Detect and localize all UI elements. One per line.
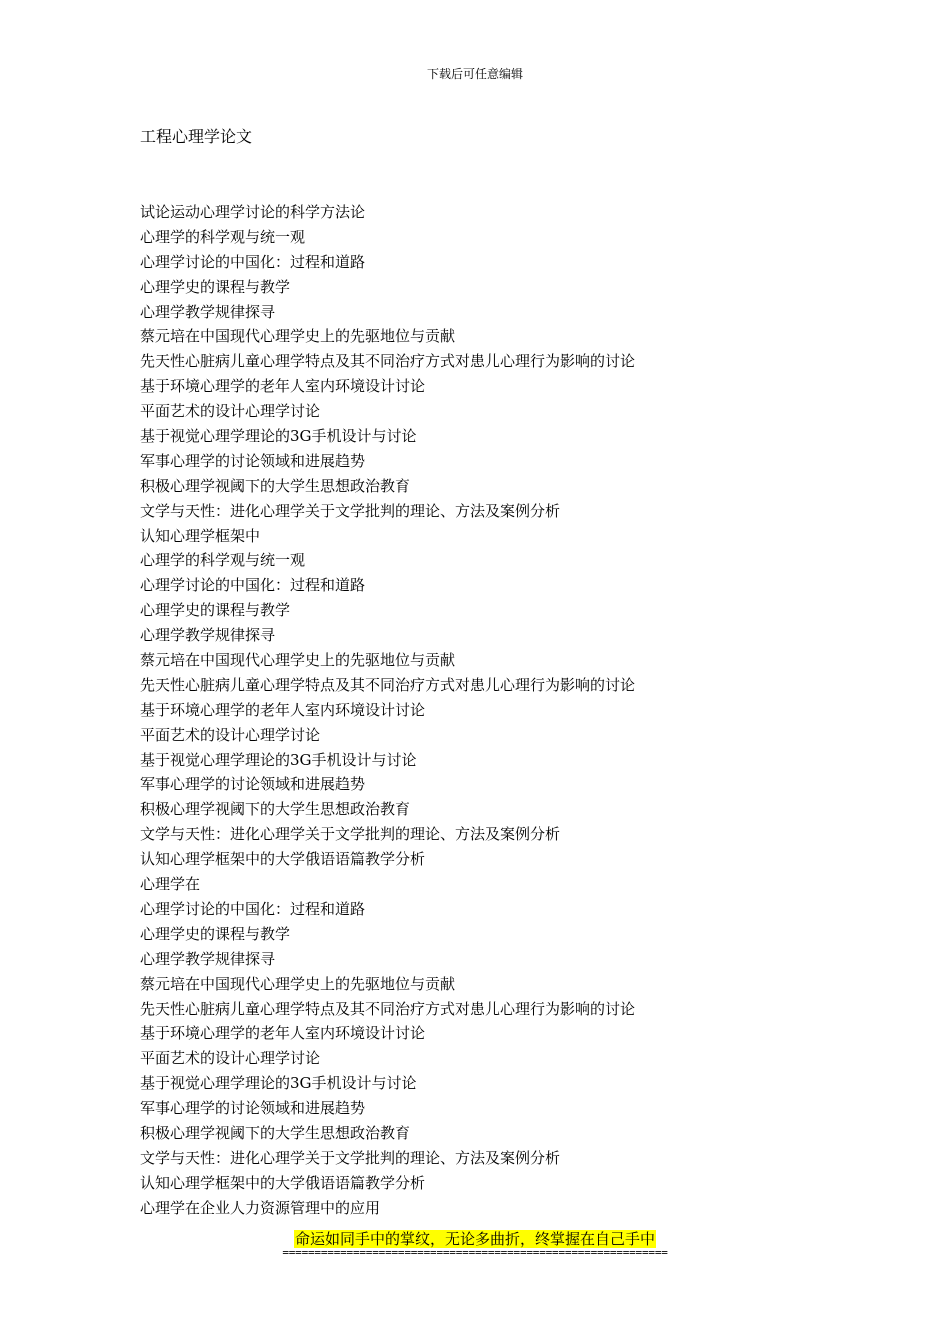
page-header: 下载后可任意编辑 [426, 67, 523, 81]
list-item: 蔡元培在中国现代心理学史上的先驱地位与贡献 [140, 651, 456, 670]
list-item: 文学与天性：进化心理学关于文学批判的理论、方法及案例分析 [140, 1148, 561, 1167]
list-item: 心理学在 [140, 875, 201, 894]
list-item: 平面艺术的设计心理学讨论 [140, 402, 321, 421]
list-item: 文学与天性：进化心理学关于文学批判的理论、方法及案例分析 [140, 501, 561, 520]
paper-title-list [140, 200, 635, 1221]
list-item: 积极心理学视阈下的大学生思想政治教育 [140, 800, 411, 819]
list-item: 试论运动心理学讨论的科学方法论 [140, 203, 366, 221]
list-item: 心理学的科学观与统一观 [140, 551, 306, 570]
highlighted-quote: 命运如同手中的掌纹，无论多曲折，终掌握在自己手中 [294, 1230, 655, 1248]
list-item: 心理学教学规律探寻 [140, 949, 276, 968]
list-item: 心理学讨论的中国化：过程和道路 [140, 899, 366, 918]
list-item: 先天性心脏病儿童心理学特点及其不同治疗方式对患儿心理行为影响的讨论 [140, 352, 636, 371]
list-item: 心理学教学规律探寻 [140, 302, 276, 321]
list-item: 基于环境心理学的老年人室内环境设计讨论 [140, 1024, 426, 1043]
list-item: 先天性心脏病儿童心理学特点及其不同治疗方式对患儿心理行为影响的讨论 [140, 675, 636, 694]
list-item: 心理学史的课程与教学 [140, 601, 291, 620]
document-title: 工程心理学论文 [140, 127, 253, 146]
list-item: 基于视觉心理学理论的3G手机设计与讨论 [140, 427, 417, 446]
list-item: 心理学史的课程与教学 [140, 277, 291, 296]
list-item: 心理学讨论的中国化：过程和道路 [140, 252, 366, 271]
list-item: 军事心理学的讨论领域和进展趋势 [140, 451, 366, 470]
list-item: 基于环境心理学的老年人室内环境设计讨论 [140, 700, 426, 719]
list-item: 基于视觉心理学理论的3G手机设计与讨论 [140, 1074, 417, 1093]
list-item: 积极心理学视阈下的大学生思想政治教育 [140, 1123, 411, 1142]
list-item: 先天性心脏病儿童心理学特点及其不同治疗方式对患儿心理行为影响的讨论 [140, 999, 636, 1018]
list-item: 蔡元培在中国现代心理学史上的先驱地位与贡献 [140, 974, 456, 993]
list-item: 认知心理学框架中的大学俄语语篇教学分析 [140, 1173, 426, 1192]
list-item: 认知心理学框架中 [140, 526, 261, 545]
list-item: 平面艺术的设计心理学讨论 [140, 1049, 321, 1068]
list-item: 军事心理学的讨论领域和进展趋势 [140, 1099, 366, 1118]
list-item: 军事心理学的讨论领域和进展趋势 [140, 775, 366, 794]
footer-divider: ============================================================ [282, 1246, 668, 1259]
list-item: 心理学在企业人力资源管理中的应用 [140, 1198, 381, 1217]
list-item: 基于视觉心理学理论的3G手机设计与讨论 [140, 750, 417, 769]
list-item: 文学与天性：进化心理学关于文学批判的理论、方法及案例分析 [140, 825, 561, 844]
list-item: 心理学教学规律探寻 [140, 626, 276, 645]
list-item: 平面艺术的设计心理学讨论 [140, 725, 321, 744]
list-item: 认知心理学框架中的大学俄语语篇教学分析 [140, 850, 426, 869]
list-item: 心理学讨论的中国化：过程和道路 [140, 576, 366, 595]
list-item: 蔡元培在中国现代心理学史上的先驱地位与贡献 [140, 327, 456, 346]
list-item: 积极心理学视阈下的大学生思想政治教育 [140, 476, 411, 495]
list-item: 心理学史的课程与教学 [140, 924, 291, 943]
list-item: 心理学的科学观与统一观 [140, 227, 306, 246]
list-item: 基于环境心理学的老年人室内环境设计讨论 [140, 377, 426, 396]
